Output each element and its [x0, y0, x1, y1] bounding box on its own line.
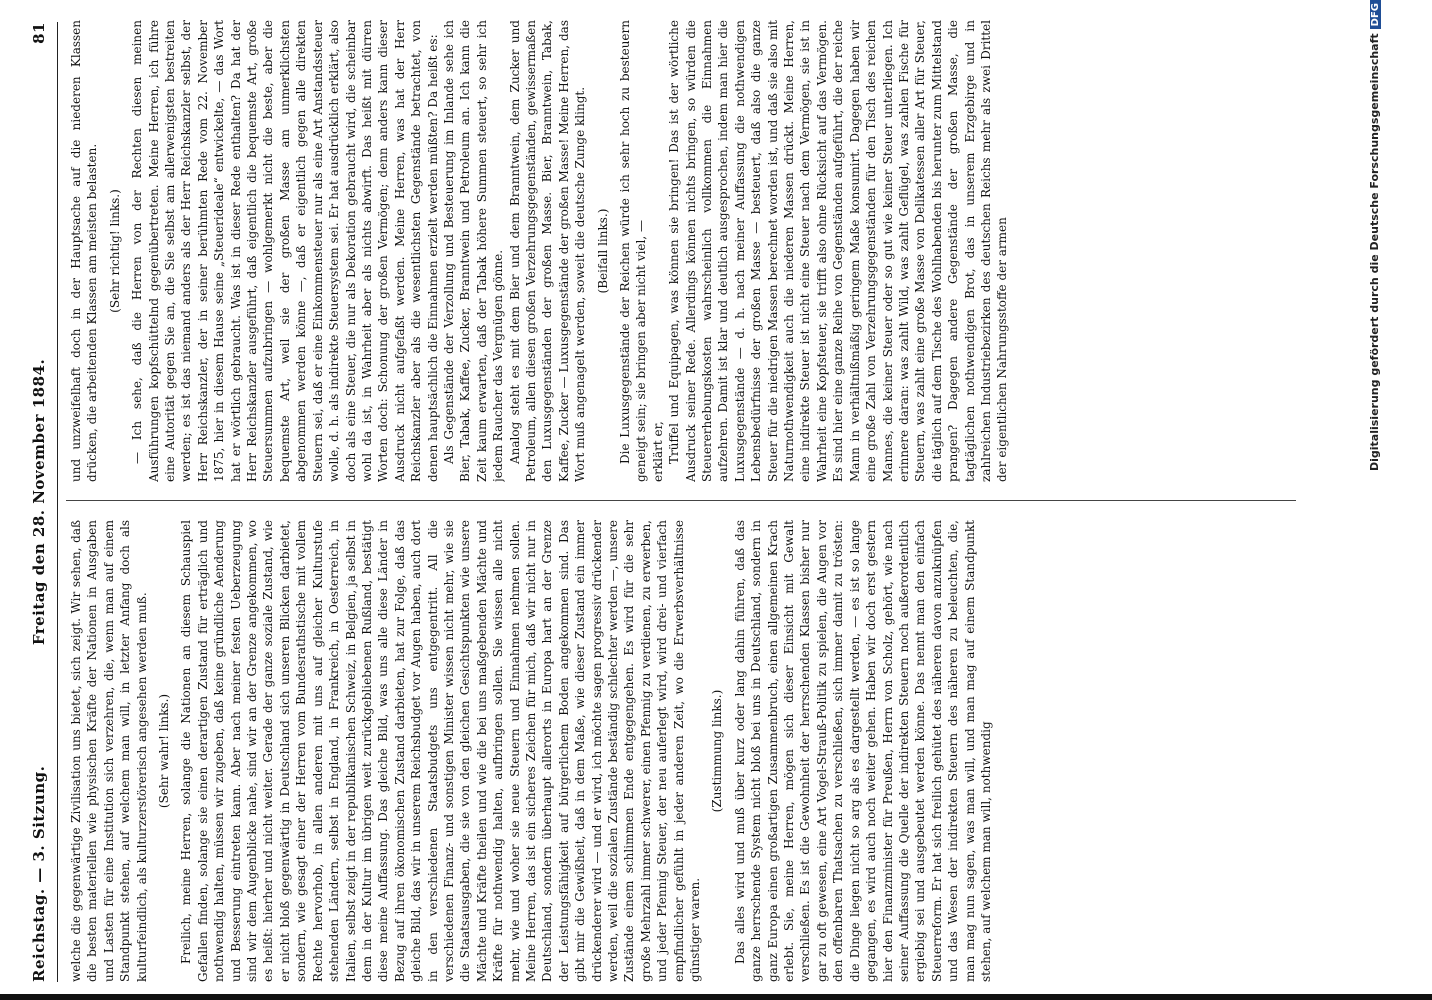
credit-text: Digitalisierung gefördert durch die Deutsche Forschungsgemeinschaft	[1368, 33, 1381, 472]
dfg-logo: DFG	[1370, 0, 1381, 29]
header-date: Freitag den 28. November 1884.	[30, 358, 48, 646]
paragraph: Analog steht es mit dem Bier und dem Branntwein, dem Zucker und Petroleum, allen diesen großen Verzehrungsgegenständen, gewissermaßen den Luxusgegenständen der großen Masse. Bier, Branntwein, Tabak, Kaffee, Zucker — Luxusgegenstände der großen Masse! Meine Herren, das Wort muß angenagelt werden, soweit die deutsche Zunge klingt.	[507, 20, 588, 482]
page-header	[30, 22, 52, 982]
text-column-right	[68, 20, 1293, 482]
interjection: (Sehr wahr! links.)	[157, 693, 172, 809]
paragraph: erklärt er,	[650, 421, 665, 482]
paragraph: Trüffel und Equipagen, was können sie bringen! Das ist der wörtliche Ausdruck seiner Rede. Allerdings können nichts bringen, so würden die Steuererhebungskosten wahrscheinlich vollkommen die Einnahmen aufzehren. Damit ist klar und deutlich ausgesprochen, indem man hier die Luxusgegenstände — d. h. nach meiner Auffassung die nothwendigen Lebensbedürfnisse der großen Masse — besteuert, daß also die ganze Steuer für die niedrigen Massen berechnet worden ist, und daß sie also mit Naturnothwendigkeit auch die niederen Massen drückt. Meine Herren, eine indirekte Steuer ist nicht eine Steuer nach dem Vermögen, sie ist in Wahrheit eine Kopfsteuer, sie trifft also ohne Rücksicht auf das Vermögen. Es sind hier eine ganze Reihe von Gegenständen aufgeführt, die der reiche Mann in verhältnißmäßig geringem Maße konsumirt. Dagegen haben wir eine große Zahl von Verzehrungsgegenständen für den Tisch des reichen Mannes, die keiner Steuer oder so gut wie keiner Steuer unterliegen. Ich erinnere daran: was zahlt Wild, was zahlt Geflügel, was zahlen Fische für Steuern, was zahlt eine große Masse von Delikatessen aller Art für Steuer, die täglich auf dem Tische des Wohlhabenden bis herunter zum Mittelstand prangen? Dagegen andere Gegenstände der großen Masse, die tagtäglichen nothwendigen Brot, das in unserem Erzgebirge und in zahlreichen Industriebezirken des deutschen Reichs mehr als zwei Drittel der eigentlichen Nahrungsstoffe der armen	[667, 20, 1010, 482]
interjection: (Sehr richtig! links.)	[107, 189, 122, 313]
digitization-credit	[1368, 0, 1390, 1000]
text-column-left	[68, 520, 1293, 982]
page-number: 81	[30, 22, 48, 44]
paragraph: Als Gegenstände der Verzollung und Besteuerung im Inlande sehe ich Bier, Tabak, Kaffee, Zucker, Branntwein und Petroleum an. Ich kann die Zeit kaum erwarten, daß der Tabak höhere Summen steuert, so sehr ich jedem Raucher das Vergnügen gönne.	[441, 20, 506, 482]
interjection: (Beifall links.)	[595, 208, 610, 294]
paragraph: — Ich sehe, daß die Herren von der Rechten diesen meinen Ausführungen kopfschüttelnd gegenübertreten. Meine Herren, ich führe eine Autorität gegen Sie an, die Sie selbst am allerwenigsten bestreiten werden; es ist das niemand anders als der Herr Reichskanzler selbst, der Herr Reichskanzler, der in seiner berühmten Rede vom 22. November 1875, hier in diesem Hause seine „Steuerideale“ entwickelte, — das Wort hat er wörtlich gebraucht. Was ist in dieser Rede enthalten? Da hat der Herr Reichskanzler ausgeführt, daß eigentlich die bequemste Art, große Steuersummen aufzubringen — wohlgemerkt nicht die beste, aber die bequemste Art, weil sie der großen Masse am unmerklichsten abgenommen werden könne —, daß er eigentlich gegen alle direkten Steuern sei, daß er eine Einkommensteuer nur als eine Art Anstandssteuer wolle, d. h. als indirekte Steuersystem sei. Er hat ausdrücklich erklärt, also doch als eine Steuer, die nur als Dekoration gebraucht wird, die scheinbar wohl da ist, in Wahrheit aber als nichts abwirft. Das heißt mit dürren Worten doch: Schonung der großen Vermögen; denn anders kann dieser Ausdruck nicht aufgefaßt werden. Meine Herren, was hat der Herr Reichskanzler aber als die wesentlichsten Gegenstände betrachtet, von denen hauptsächlich die Einnahmen erzielt werden müßten? Da heißt es:	[130, 20, 440, 482]
paragraph: Freilich, meine Herren, solange die Nationen an diesem Schauspiel Gefallen finden, solange sie einen derartigen Zustand für erträglich und nothwendig halten, müssen wir zugeben, daß keine gründliche Aenderung und Besserung eintreten kann. Aber nach meiner festen Ueberzeugung sind wir dem Augenblicke nahe, sind wir an der Grenze angekommen, wo es heißt: hierher und nicht weiter. Gerade der ganze soziale Zustand, wie er nicht bloß gegenwärtig in Deutschland sich unseren Blicken darbietet, sondern, wie gesagt einer der Herren vom Bundesrathstische mit vollem Rechte hervorhob, in allen anderen mit uns auf gleicher Kulturstufe stehenden Ländern, selbst in England, in Frankreich, in Oesterreich, in Italien, selbst zeigt in der republikanischen Schweiz, in Belgien, ja selbst in dem in der Kultur im übrigen weit zurückgebliebenen Rußland, bestätigt diese meine Auffassung. Das gleiche Bild, was uns alle diese Länder in Bezug auf ihren ökonomischen Zustand darbieten, hat zur Folge, daß das gleiche Bild, das wir in unserem Reichsbudget vor Augen haben, auch dort in den verschiedenen Staatsbudgets uns entgegentritt. All die verschiedenen Finanz- und sonstigen Minister wissen nicht mehr, wie sie die Staatsausgaben, die sie von den gleichen Gesichtspunkten wie unsere Mächte und Kräfte theilen und wie die bei uns maßgebenden Mächte und Kräfte für nothwendig halten, aufbringen sollen. Sie wissen alle nicht mehr, wie und woher sie neue Steuern und Einnahmen nehmen sollen. Meine Herren, das ist ein sicheres Zeichen für mich, daß wir nicht nur in Deutschland, sondern überhaupt allerorts in Europa hart an der Grenze der Leistungsfähigkeit auf bürgerlichem Boden angekommen sind. Das gibt mir die Gewißheit, daß in dem Maße, wie dieser Zustand ein immer drückenderer wird — und er wird, ich möchte sagen progressiv drückender werden, weil die sozialen Zustände beständig schlechter werden —, unsere Zustände einem schlimmen Ende entgegengehen. Es wird für die sehr große Mehrzahl immer schwerer, einen Pfennig zu verdienen, zu erwerben, und jeder Pfennig Steuer, der neu auferlegt wird, wird drei- und vierfach empfindlicher gefühlt in jeder anderen Zeit, wo die Erwerbsverhältnisse günstiger waren.	[179, 520, 703, 982]
paragraph: und unzweifelhaft doch in der Hauptsache auf die niederen Klassen drücken, die arbeitenden Klassen am meisten belasten.	[69, 20, 100, 482]
paragraph: welche die gegenwärtige Zivilisation uns bietet, sich zeigt. Wir sehen, daß die besten materiellen wie physischen Kräfte der Nationen in Ausgaben und Lasten für eine Institution sich verzehren, die, wenn man auf einem Standpunkt stehen, auf welchem man will, in letzter Anfang doch als kulturfeindlich, als kulturzerstörerisch angesehen werden muß.	[69, 520, 149, 982]
header-rule	[57, 22, 58, 982]
interjection: (Zustimmung links.)	[710, 689, 725, 813]
paragraph: Die Luxusgegenstände der Reichen würde ich sehr hoch zu besteuern geneigt sein; sie bringen aber nicht viel, —	[618, 20, 649, 482]
column-divider	[66, 500, 1296, 501]
header-left: Reichstag. — 3. Sitzung.	[30, 765, 48, 982]
paragraph: Das alles wird und muß über kurz oder lang dahin führen, daß das ganze herrschende System nicht bloß bei uns in Deutschland, sondern in ganz Europa einen großartigen Zusammenbruch, einen allgemeinen Krach erlebt. Sie, meine Herren, mögen sich dieser Einsicht mit Gewalt verschließen. Es ist die Gewohnheit der herrschenden Klassen bisher nur gar zu oft gewesen, eine Art Vogel-Strauß-Politik zu spielen, die Augen vor den offenbaren Thatsachen zu verschließen, sich immer damit zu trösten: die Dinge liegen nicht so arg als es dargestellt werden, — es ist so lange gegangen, es wird auch noch weiter gehen. Haben wir doch erst gestern hier den Finanzminister für Preußen, Herrn von Scholz, gehört, wie nach seiner Auffassung die Quelle der indirekten Steuern noch außerordentlich ergiebig sei und ausgebeutet werden könne. Das nennt man den einfach Steuerreform. Er hat sich freilich gehütet des näheren davon anzuknüpfen und das Wesen der indirekten Steuern des näheren zu beleuchten, die, man mag nun sagen, was man will, und man mag auf einem Standpunkt stehen, auf welchem man will, nothwendig	[732, 520, 993, 982]
